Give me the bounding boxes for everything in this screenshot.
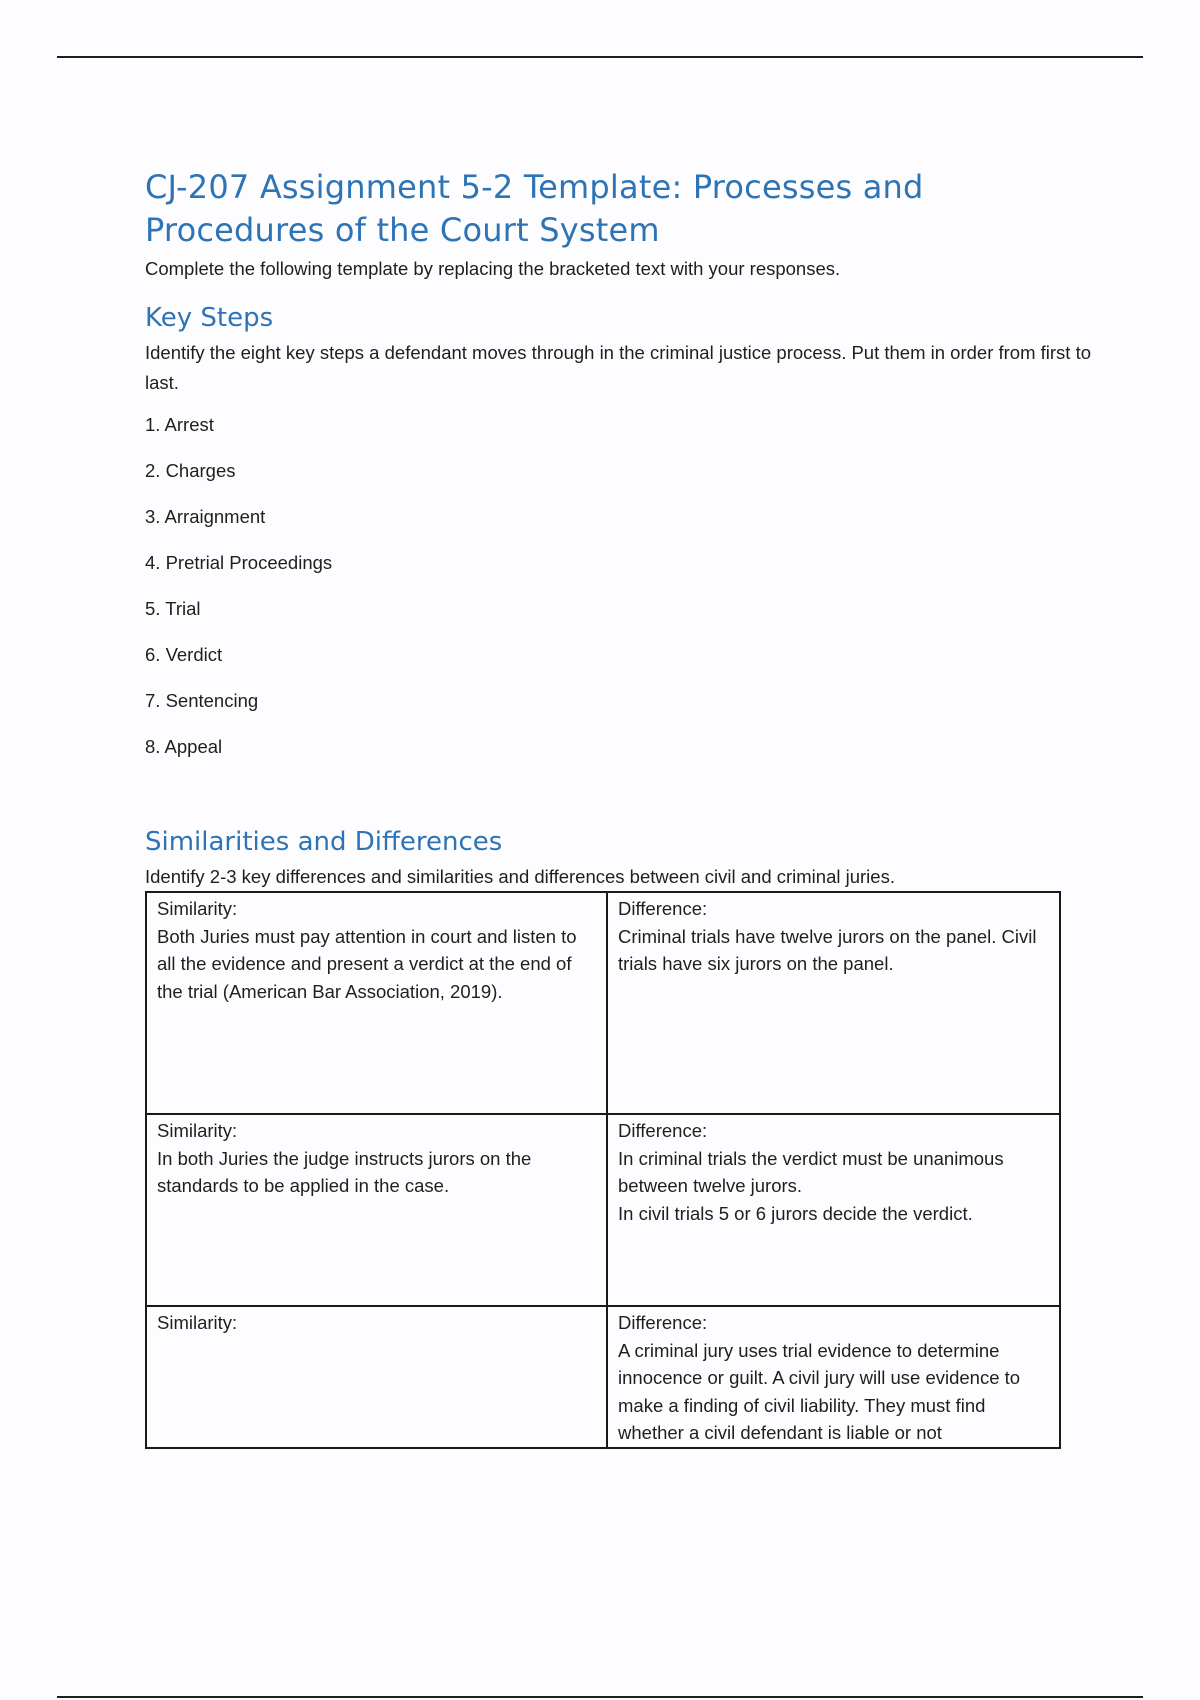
difference-cell bbox=[607, 1114, 1060, 1306]
list-item: 2. Charges bbox=[145, 460, 236, 481]
key-steps-instructions: Identify the eight key steps a defendant moves through in the criminal justice process. Put them in order from first to last. bbox=[145, 342, 1092, 393]
difference-cell bbox=[607, 1306, 1060, 1448]
table-row bbox=[146, 892, 1060, 1114]
similarity-label: Similarity: bbox=[157, 1312, 238, 1333]
similarity-text: In both Juries the judge instructs jurors on the standards to be applied in the case. bbox=[157, 1147, 532, 1196]
similarities-instructions: Identify 2-3 key differences and similarities and differences between civil and criminal juries. bbox=[145, 866, 895, 887]
comparison-table bbox=[145, 891, 1061, 1449]
document-body bbox=[145, 166, 1095, 1443]
key-steps-heading: Key Steps bbox=[145, 303, 274, 333]
list-item: 6. Verdict bbox=[145, 644, 223, 665]
header-rule bbox=[57, 56, 1143, 58]
difference-text: Criminal trials have twelve jurors on the panel. Civil trials have six jurors on the panel. bbox=[618, 925, 1037, 974]
similarities-heading: Similarities and Differences bbox=[145, 827, 503, 857]
difference-text: A criminal jury uses trial evidence to determine innocence or guilt. A civil jury will use evidence to make a finding of civil liability. They must find whether a civil defendant is liable or not bbox=[618, 1339, 1021, 1443]
document-title: CJ-207 Assignment 5-2 Template: Processes and Procedures of the Court System bbox=[145, 168, 924, 249]
footer-rule bbox=[57, 1696, 1143, 1698]
list-item: 7. Sentencing bbox=[145, 690, 259, 711]
similarity-cell bbox=[146, 1114, 607, 1306]
similarity-cell bbox=[146, 1306, 607, 1448]
similarity-cell bbox=[146, 892, 607, 1114]
difference-label: Difference: bbox=[618, 898, 708, 919]
list-item: 5. Trial bbox=[145, 598, 201, 619]
list-item: 4. Pretrial Proceedings bbox=[145, 552, 333, 573]
difference-text-2: In civil trials 5 or 6 jurors decide the verdict. bbox=[618, 1202, 973, 1224]
difference-text: In criminal trials the verdict must be unanimous between twelve jurors. bbox=[618, 1147, 1004, 1196]
similarity-text: Both Juries must pay attention in court and listen to all the evidence and present a verdict at the end of the trial (American Bar Association, 2019). bbox=[157, 925, 577, 1002]
intro-text: Complete the following template by replacing the bracketed text with your responses. bbox=[145, 258, 841, 279]
key-steps-list bbox=[145, 410, 1095, 778]
list-item: 3. Arraignment bbox=[145, 506, 266, 527]
difference-label: Difference: bbox=[618, 1120, 708, 1141]
difference-label: Difference: bbox=[618, 1312, 708, 1333]
list-item: 8. Appeal bbox=[145, 736, 223, 757]
list-item: 1. Arrest bbox=[145, 414, 214, 435]
similarity-label: Similarity: bbox=[157, 1120, 238, 1141]
table-row bbox=[146, 1306, 1060, 1448]
difference-cell bbox=[607, 892, 1060, 1114]
similarity-label: Similarity: bbox=[157, 898, 238, 919]
table-row bbox=[146, 1114, 1060, 1306]
